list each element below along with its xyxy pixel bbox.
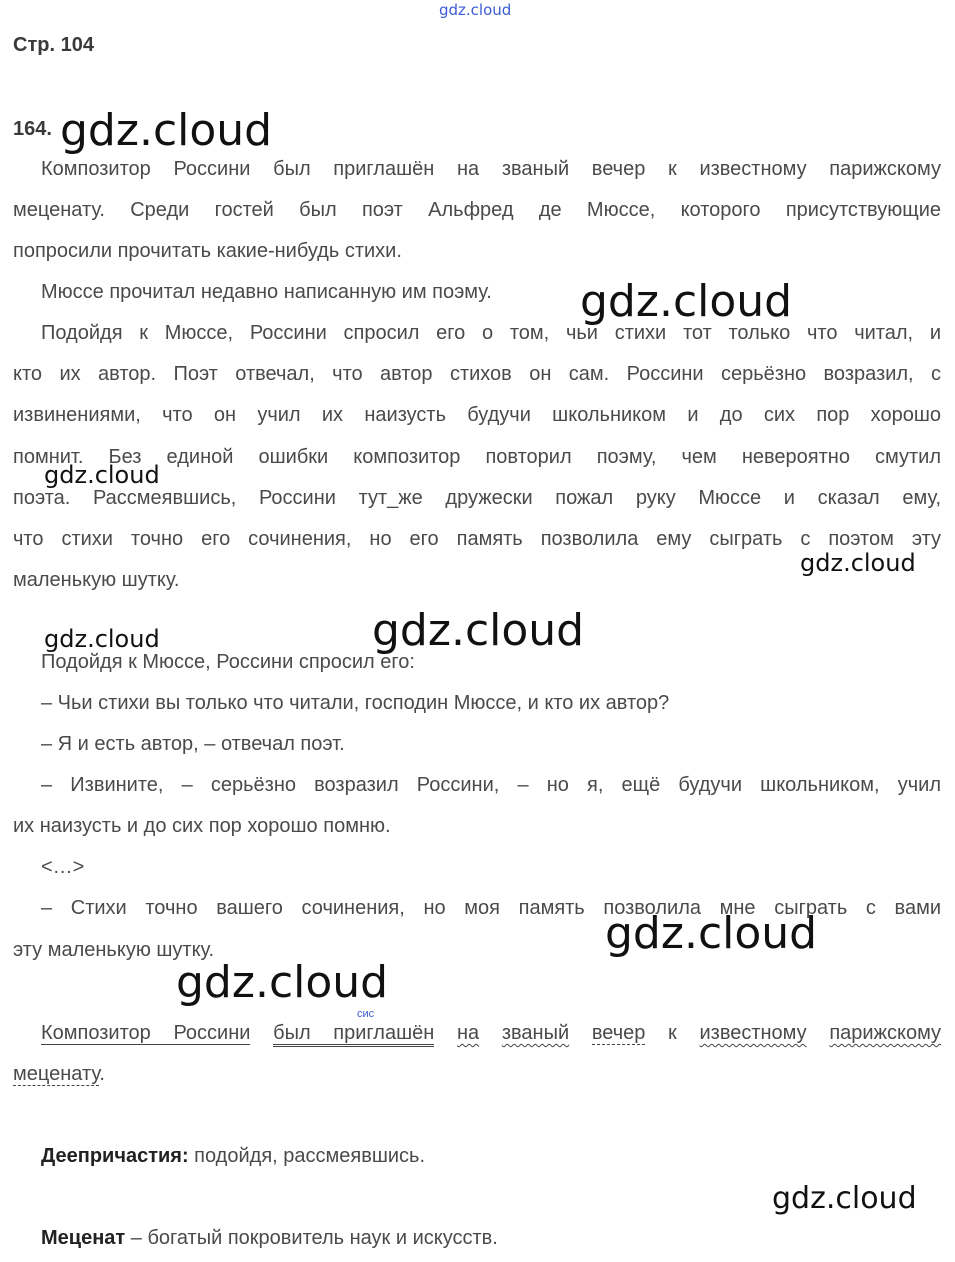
watermark-3: gdz.cloud [44, 461, 160, 489]
parse-attr-parizhskomu: парижскому [829, 1022, 942, 1044]
parse-attr-izvestnomu: известному [699, 1022, 807, 1044]
parse-predicate: был приглашён [273, 1022, 434, 1047]
dialog-line-3: – Я и есть автор, – отвечал поэт. [41, 733, 345, 755]
paragraph-3-line-3: извинениями, что он учил их наизусть будучи школьником и до сих пор хорошо [13, 404, 941, 426]
watermark-5: gdz.cloud [44, 625, 160, 653]
paragraph-3-line-7: маленькую шутку. [13, 569, 180, 591]
paragraph-1-line-1: Композитор Россини был приглашён на званый вечер к известному парижскому [41, 158, 941, 180]
watermark-9: gdz.cloud [772, 1181, 917, 1216]
dialog-line-1: Подойдя к Мюссе, Россини спросил его: [41, 651, 415, 673]
watermark-7: gdz.cloud [605, 908, 818, 959]
paragraph-3-line-4: помнит. Без единой ошибки композитор повторил поэму, чем невероятно смутил [13, 446, 941, 468]
paragraph-3-line-2: кто их автор. Поэт отвечал, что автор стихов он сам. Россини серьёзно возразил, с [13, 363, 941, 385]
paragraph-1-line-2: меценату. Среди гостей был поэт Альфред де Мюссе, которого присутствующие [13, 199, 941, 221]
exercise-number: 164. [13, 118, 52, 140]
parse-end: . [99, 1063, 105, 1085]
paragraph-3-line-6: что стихи точно его сочинения, но его память позволила ему сыграть с поэтом эту [13, 528, 941, 550]
watermark-4: gdz.cloud [800, 549, 916, 577]
parse-prep-k: к [668, 1022, 677, 1044]
page-label: Стр. 104 [13, 34, 94, 56]
paragraph-3-line-1: Подойдя к Мюссе, Россини спросил его о том, чьи стихи тот только что читал, и [41, 322, 941, 344]
parse-label: сис [357, 1008, 375, 1020]
dialog-line-8: эту маленькую шутку. [13, 939, 215, 961]
paragraph-2: Мюссе прочитал недавно написанную им поэму. [41, 281, 492, 303]
maecenas-label: Меценат [41, 1227, 126, 1249]
dialog-line-7: – Стихи точно вашего сочинения, но моя память позволила мне сыграть с вами [41, 897, 941, 919]
watermark-6: gdz.cloud [372, 605, 585, 656]
parsed-sentence-line-1 [41, 1021, 941, 1045]
parse-object-mecenatu: меценату [13, 1063, 100, 1085]
participles-label: Деепричастия: [41, 1145, 189, 1167]
parse-attr-zvaniy: званый [501, 1022, 570, 1044]
participles-note [41, 1144, 941, 1168]
parse-subject: Композитор Россини [41, 1022, 251, 1044]
parsed-sentence-line-2 [13, 1062, 941, 1086]
dialog-ellipsis: <…> [41, 856, 85, 878]
maecenas-note [41, 1226, 941, 1250]
paragraph-1-line-3: попросили прочитать какие-нибудь стихи. [13, 240, 402, 262]
watermark-2: gdz.cloud [580, 276, 793, 327]
parse-object-vecher: вечер [591, 1022, 646, 1044]
dialog-line-4: – Извините, – серьёзно возразил Россини, – но я, ещё будучи школьником, учил [41, 774, 941, 796]
paragraph-3-line-5: поэта. Рассмеявшись, Россини тут_же дружески пожал руку Мюссе и сказал ему, [13, 487, 941, 509]
dialog-line-5: их наизусть и до сих пор хорошо помню. [13, 815, 391, 837]
parse-prep-na: на [456, 1022, 480, 1044]
site-watermark-top[interactable]: gdz.cloud [439, 1, 512, 19]
watermark-1: gdz.cloud [60, 105, 273, 156]
maecenas-value: – богатый покровитель наук и искусств. [125, 1227, 498, 1249]
participles-value: подойдя, рассмеявшись. [188, 1145, 426, 1167]
watermark-8: gdz.cloud [176, 957, 389, 1008]
dialog-line-2: – Чьи стихи вы только что читали, господин Мюссе, и кто их автор? [41, 692, 670, 714]
